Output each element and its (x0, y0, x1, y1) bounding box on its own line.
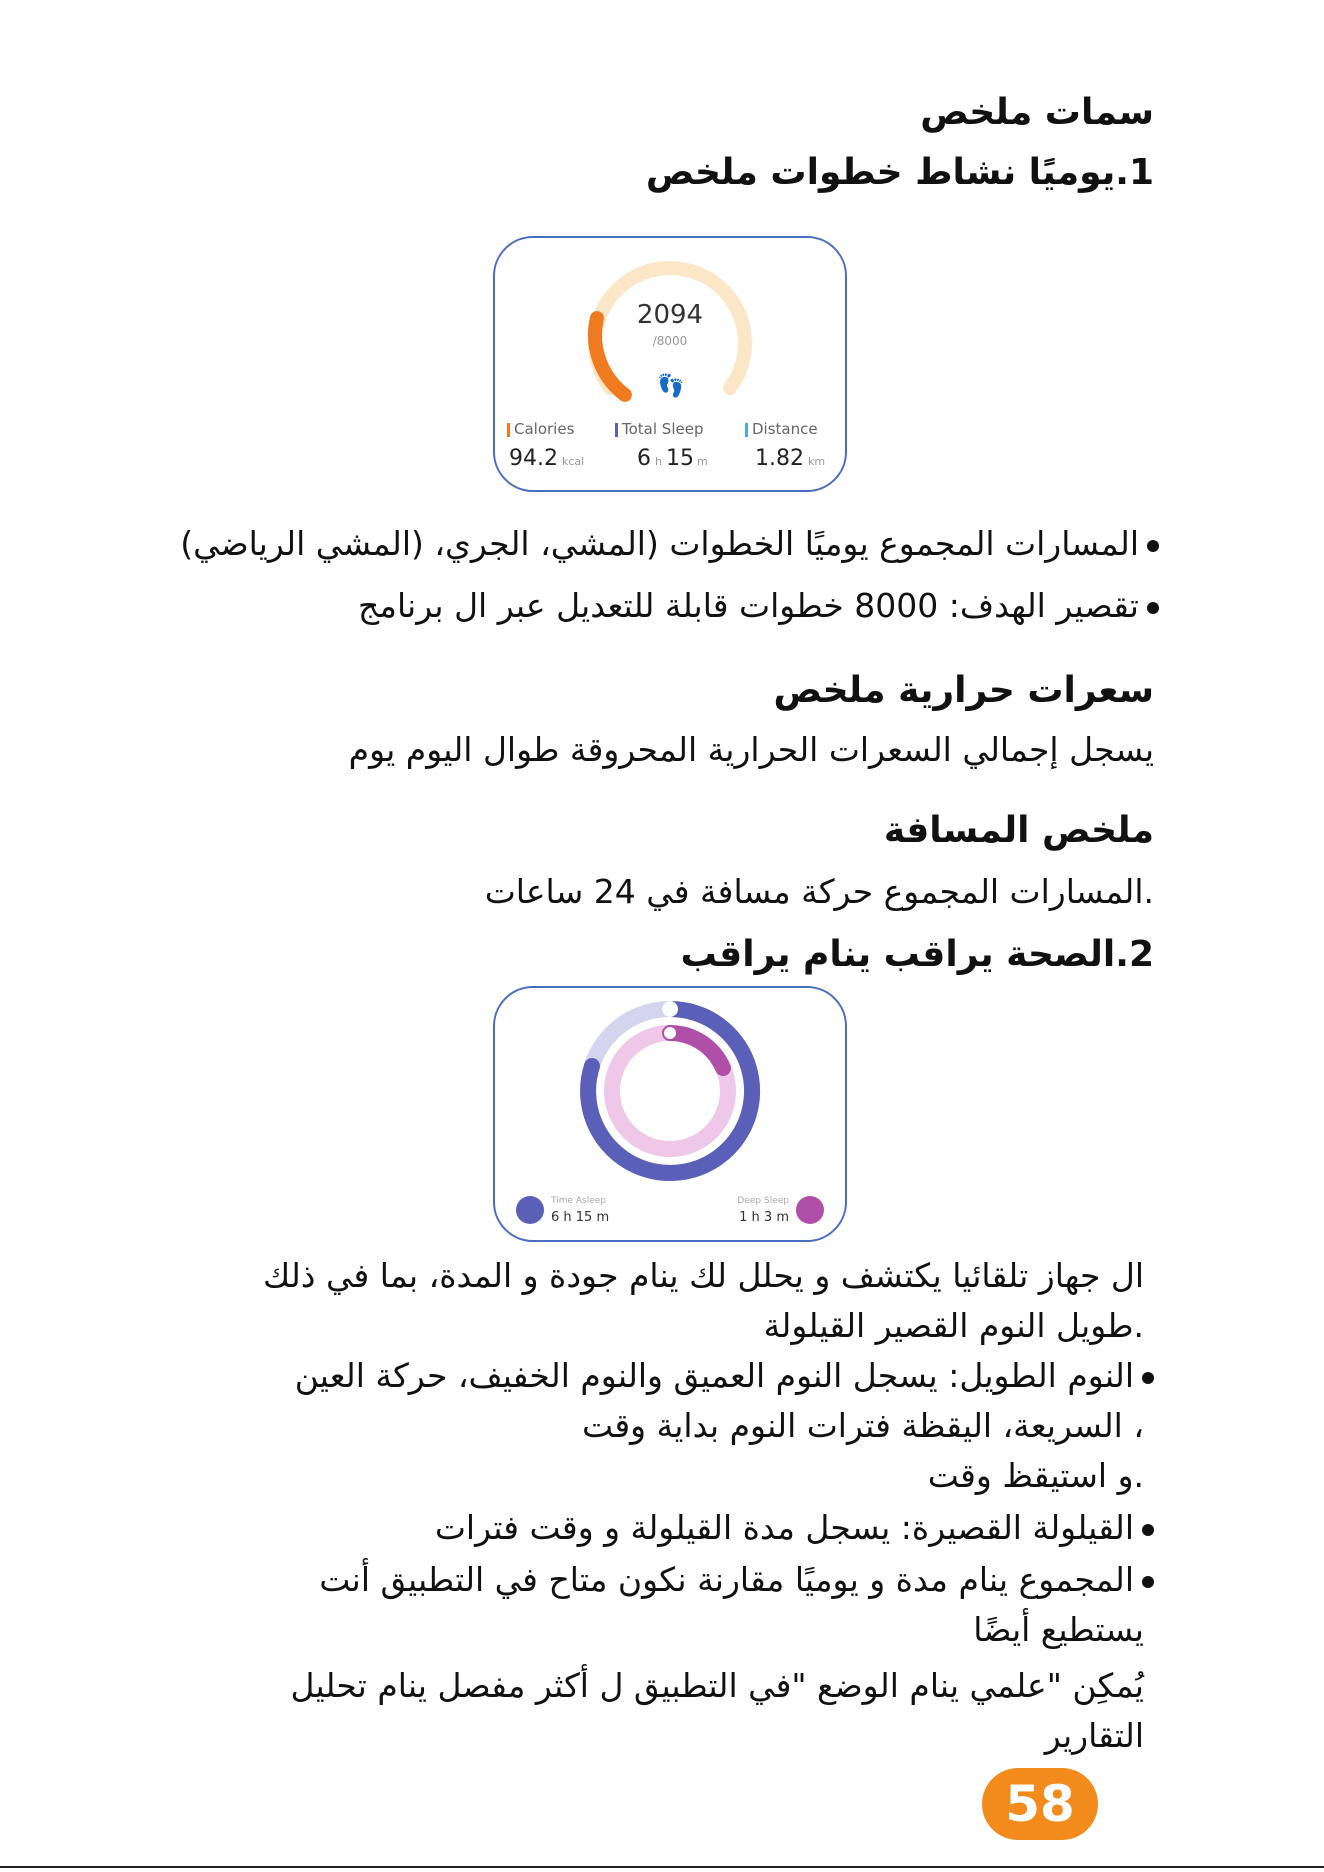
calories-heading: سعرات حرارية ملخص (773, 670, 1154, 711)
calories-label: Calories (507, 420, 574, 438)
steps-value: 2094 (636, 300, 704, 330)
sleep-card (493, 986, 847, 1242)
time-asleep-value: 6 h 15 m (551, 1210, 610, 1225)
deep-sleep-icon (796, 1196, 824, 1224)
deep-sleep-label: Deep Sleep (737, 1196, 789, 1206)
sleep-bullet-1-line-1: النوم الطويل: يسجل النوم العميق والنوم الخفيف، حركة العين (295, 1356, 1154, 1395)
zz-icon (664, 1027, 676, 1039)
steps-goal: /8000 (652, 334, 688, 348)
distance-text: .المسارات المجموع حركة مسافة في 24 ساعات (484, 872, 1154, 911)
sleep-inner-progress (670, 1033, 723, 1068)
moon-icon (662, 1001, 678, 1017)
sleep-bullet-3-line-1: المجموع ينام مدة و يوميًا مقارنة نكون متاح في التطبيق أنت (319, 1560, 1154, 1599)
sleep-rings (495, 988, 845, 1240)
total-sleep-label: Total Sleep (615, 420, 703, 438)
distance-label: Distance (745, 420, 818, 438)
sleep-bullet-1-line-2: ، السريعة، اليقظة فترات النوم بداية وقت (581, 1406, 1144, 1445)
steps-bullet-1: المسارات المجموع يوميًا الخطوات (المشي، الجري، (المشي الرياضي) (180, 524, 1159, 563)
distance-value: 1.82 km (755, 446, 826, 471)
total-sleep-value: 6 h 15 m (637, 446, 708, 471)
steps-card (493, 236, 847, 492)
deep-sleep-value: 1 h 3 m (739, 1210, 789, 1225)
sleep-bullet-1-line-3: .و استيقظ وقت (927, 1456, 1144, 1495)
sleep-footer-line-1: يُمكِن "علمي ينام الوضع "في التطبيق ل أكثر مفصل ينام تحليل (290, 1666, 1144, 1705)
sleep-intro-line-1: ال جهاز تلقائيا يكتشف و يحلل لك ينام جودة و المدة، بما في ذلك (262, 1256, 1144, 1295)
sleep-bullet-3-line-2: يستطيع أيضًا (973, 1610, 1144, 1649)
steps-section-heading: 1.يوميًا نشاط خطوات ملخص (645, 152, 1154, 193)
sleep-footer-line-2: التقارير (1044, 1716, 1144, 1755)
time-asleep-label: Time Asleep (551, 1196, 607, 1206)
sleep-intro-line-2: .طويل النوم القصير القيلولة (763, 1306, 1144, 1345)
bottom-divider (0, 1866, 1324, 1868)
page-number: 58 (982, 1768, 1098, 1840)
footsteps-icon: 👣 (657, 374, 685, 399)
features-summary-heading: سمات ملخص (920, 92, 1154, 133)
calories-text: يسجل إجمالي السعرات الحرارية المحروقة طوال اليوم يوم (348, 730, 1154, 769)
steps-bullet-2: تقصير الهدف: 8000 خطوات قابلة للتعديل عبر ال برنامج (358, 586, 1159, 625)
sleep-section-heading: 2.الصحة يراقب ينام يراقب (680, 934, 1154, 975)
time-asleep-icon (516, 1196, 544, 1224)
sleep-bullet-2: القيلولة القصيرة: يسجل مدة القيلولة و وقت فترات (435, 1508, 1154, 1547)
calories-value: 94.2 kcal (509, 446, 585, 471)
distance-heading: ملخص المسافة (883, 810, 1154, 851)
